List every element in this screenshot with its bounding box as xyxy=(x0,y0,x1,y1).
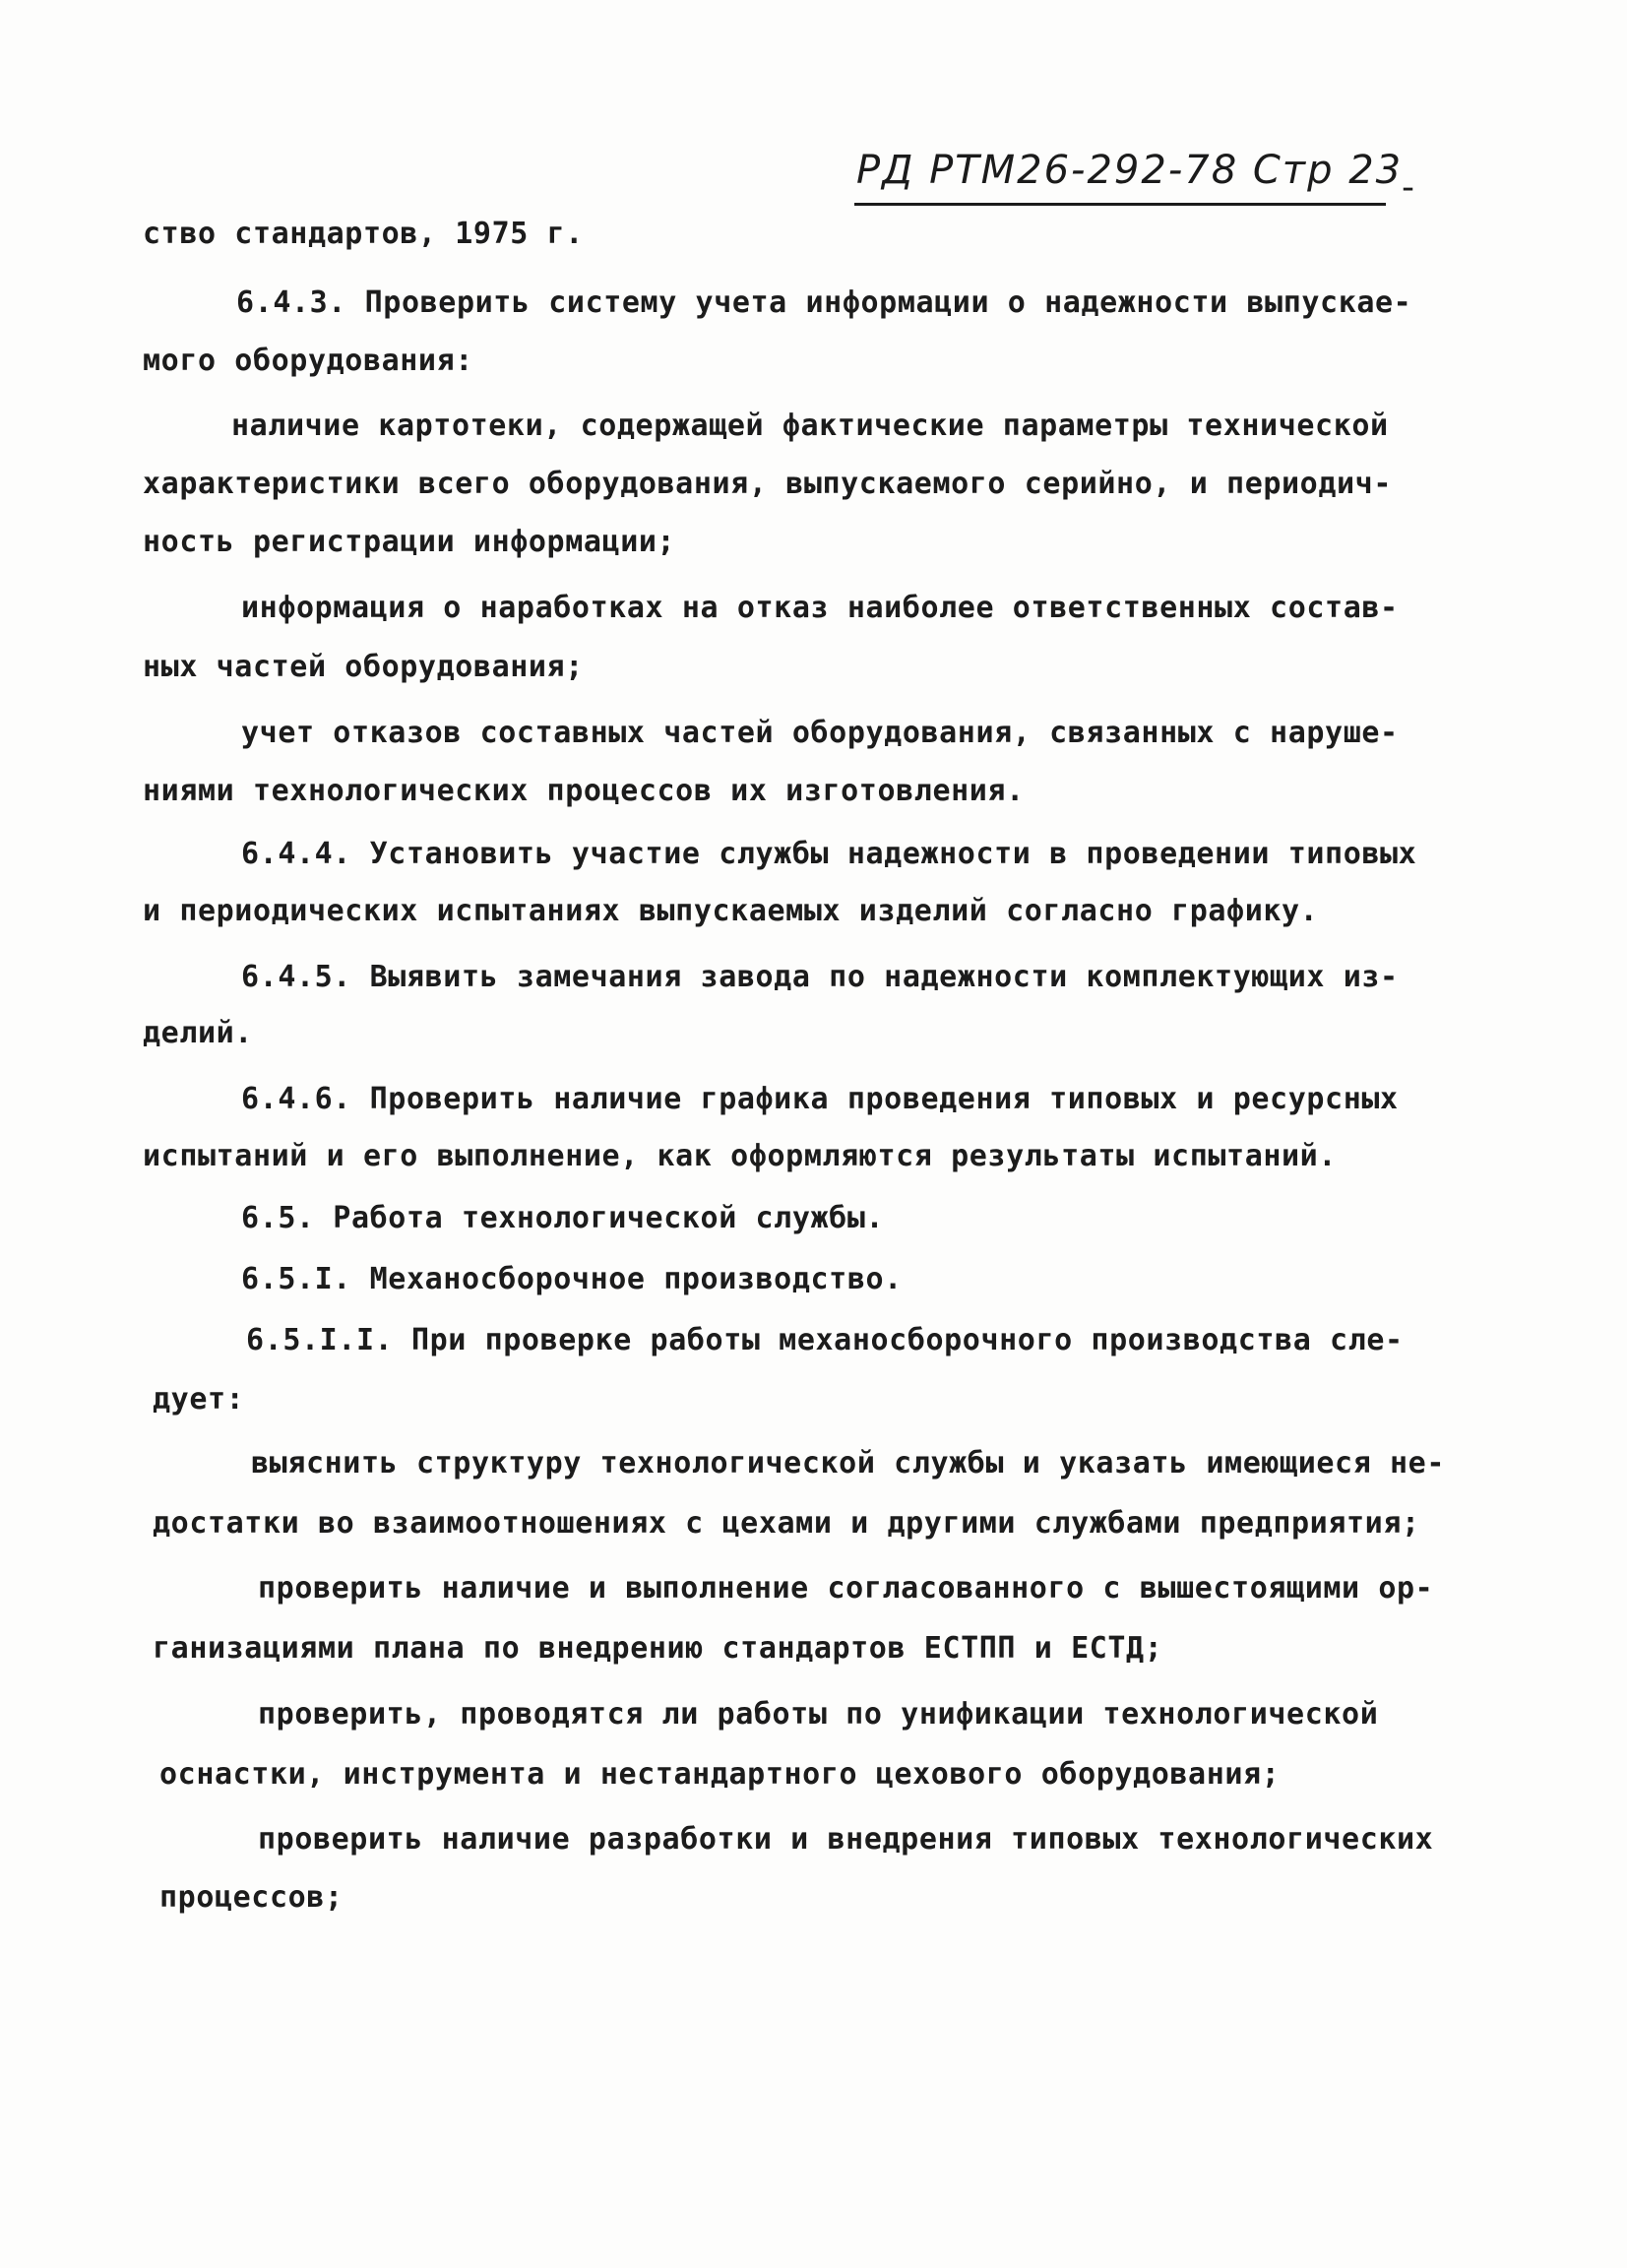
text-line: оснастки, инструмента и нестандартного цехового оборудования; xyxy=(159,1757,1281,1792)
text-line: ганизациями плана по внедрению стандартов ЕСТПП и ЕСТД; xyxy=(153,1631,1163,1666)
text-line: характеристики всего оборудования, выпускаемого серийно, и периодич- xyxy=(143,467,1392,501)
text-line: выяснить структуру технологической службы и указать имеющиеся не- xyxy=(251,1446,1445,1480)
text-line: достатки во взаимоотношениях с цехами и другими службами предприятия; xyxy=(153,1506,1420,1541)
document-code-header: РД РТМ26-292-78 Стр 23 xyxy=(856,148,1404,193)
text-line: ных частей оборудования; xyxy=(143,650,584,684)
text-line: проверить наличие разработки и внедрения типовых технологических xyxy=(258,1822,1434,1857)
text-line: проверить, проводятся ли работы по унификации технологической xyxy=(258,1697,1379,1732)
text-line: процессов; xyxy=(159,1880,344,1915)
text-line: 6.4.4. Установить участие службы надежности в проведении типовых xyxy=(241,837,1417,871)
text-line: делий. xyxy=(143,1016,253,1050)
text-line: испытаний и его выполнение, как оформляются результаты испытаний. xyxy=(143,1139,1337,1173)
text-line: информация о наработках на отказ наиболее ответственных состав- xyxy=(241,591,1399,625)
header-tick-mark: - xyxy=(1402,167,1414,208)
text-line: ниями технологических процессов их изготовления. xyxy=(143,774,1025,808)
text-line: мого оборудования: xyxy=(143,344,473,378)
text-line: наличие картотеки, содержащей фактические параметры технической xyxy=(231,409,1389,443)
text-line: 6.4.5. Выявить замечания завода по надежности комплектующих из- xyxy=(241,960,1399,994)
text-line: 6.5.I. Механосборочное производство. xyxy=(241,1262,903,1296)
text-line: проверить наличие и выполнение согласованного с вышестоящими ор- xyxy=(258,1571,1434,1606)
text-line: 6.5.I.I. При проверке работы механосборочного производства сле- xyxy=(246,1323,1404,1357)
text-line: учет отказов составных частей оборудования, связанных с наруше- xyxy=(241,716,1399,750)
text-line: 6.4.3. Проверить систему учета информации о надежности выпускае- xyxy=(236,285,1412,320)
text-line: и периодических испытаниях выпускаемых изделий согласно графику. xyxy=(143,894,1319,928)
text-line: дует: xyxy=(153,1382,245,1417)
text-line: ство стандартов, 1975 г. xyxy=(143,217,584,251)
text-line: 6.4.6. Проверить наличие графика проведения типовых и ресурсных xyxy=(241,1082,1399,1116)
text-line: 6.5. Работа технологической службы. xyxy=(241,1201,885,1235)
text-line: ность регистрации информации; xyxy=(143,525,676,559)
header-underline xyxy=(854,203,1386,206)
